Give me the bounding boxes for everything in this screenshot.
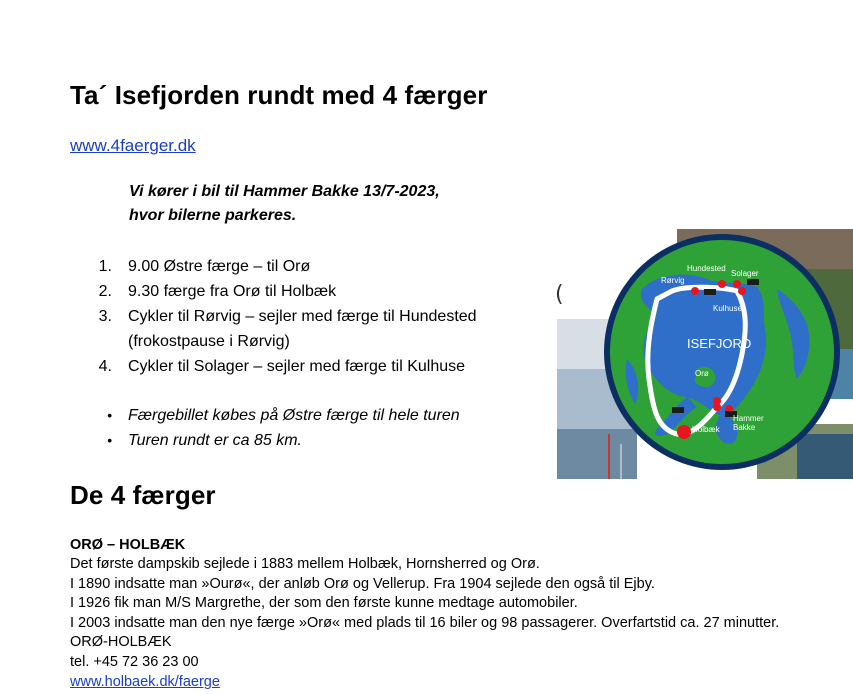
map-label-rorvig: Rørvig — [661, 276, 685, 285]
body-line: Det første dampskib sejlede i 1883 mellem Holbæk, Hornsherred og Orø. — [70, 556, 540, 572]
map-label-hammer: Hammer — [733, 414, 764, 423]
body-line: ORØ-HOLBÆK — [70, 634, 172, 651]
website-link[interactable]: www.4faerger.dk — [70, 136, 196, 155]
list-item: 4. Cykler til Solager – sejler med færge til Kulhuse — [98, 358, 466, 375]
notes-list — [82, 403, 460, 453]
bullet-icon: • — [107, 407, 112, 423]
list-item: 2. 9.30 færge fra Orø til Holbæk — [98, 283, 337, 300]
body-line: I 2003 indsatte man den nye færge »Orø« med plads til 16 biler og 98 passagerer. Overfartstid ca. 27 minutter. — [70, 614, 780, 631]
map-label-isefjord: ISEFJORD — [687, 336, 752, 351]
ferry-link[interactable]: www.holbaek.dk/faerge — [70, 673, 220, 690]
map-label-bakke: Bakke — [733, 423, 756, 432]
map-label-holbaek: Holbæk — [692, 425, 720, 434]
list-item: • Turen rundt er ca 85 km. — [82, 428, 460, 453]
list-item: (frokostpause i Rørvig) — [128, 333, 290, 350]
list-item: 1. 9.00 Østre færge – til Orø — [98, 258, 311, 275]
section-heading: ORØ – HOLBÆK — [70, 537, 186, 553]
page-title: Ta´ Isefjorden rundt med 4 færger — [70, 80, 488, 110]
list-item: • Færgebillet købes på Østre færge til hele turen — [82, 403, 460, 428]
map-label-kulhuse: Kulhuse — [713, 304, 742, 313]
section-title: De 4 færger — [70, 480, 216, 510]
map-label-solager: Solager — [731, 269, 759, 278]
intro-line-1: Vi kører i bil til Hammer Bakke 13/7-2023, — [129, 183, 440, 200]
list-item: 3. Cykler til Rørvig – sejler med færge til Hundested — [98, 308, 477, 325]
bullet-icon: • — [107, 432, 112, 448]
section-body — [70, 555, 779, 692]
body-line: tel. +45 72 36 23 00 — [70, 653, 199, 670]
body-line: I 1926 fik man M/S Margrethe, der som den første kunne medtage automobiler. — [70, 595, 578, 612]
map-label-oro: Orø — [695, 369, 709, 378]
body-line: I 1890 indsatte man »Ourø«, der anløb Orø og Vellerup. Fra 1904 sejlede den også til Ejby. — [70, 575, 655, 592]
svg-text:(: ( — [555, 282, 564, 307]
steps-list — [82, 254, 477, 379]
intro-line-2: hvor bilerne parkeres. — [129, 207, 297, 224]
intro-text — [129, 180, 440, 228]
map-label-hundested: Hundested — [687, 264, 726, 273]
route-map-image — [557, 229, 853, 479]
